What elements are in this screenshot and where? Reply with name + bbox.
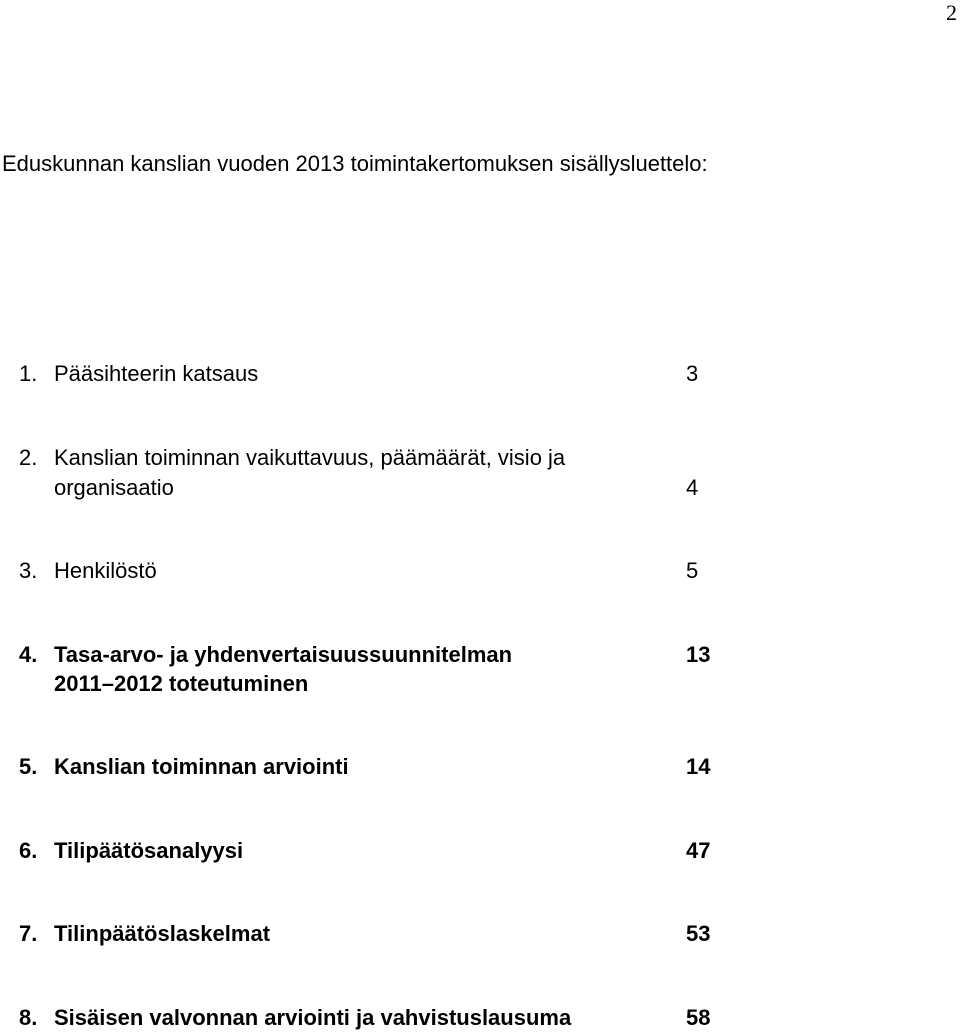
toc-entry-title: Pääsihteerin katsaus	[54, 361, 259, 386]
toc-entry-number: 7.	[19, 921, 38, 946]
toc-entry-page: 3	[686, 361, 699, 386]
toc-entry-number: 3.	[19, 558, 38, 583]
toc-entry-page: 47	[686, 838, 711, 863]
toc-entry-title: Tasa-arvo- ja yhdenvertaisuussuunnitelman	[54, 642, 513, 667]
toc-entry-page: 53	[686, 921, 711, 946]
toc-entry-number: 4.	[19, 642, 38, 667]
toc-entry-title: Kanslian toiminnan vaikuttavuus, päämäärät, visio ja	[54, 445, 566, 470]
toc-entry-page: 5	[686, 558, 699, 583]
toc-entry-title: Tilipäätösanalyysi	[54, 838, 244, 863]
page-number: 2	[946, 0, 957, 25]
toc-entry-number: 5.	[19, 754, 38, 779]
toc-entry-number: 2.	[19, 445, 38, 470]
toc-entry-page: 13	[686, 642, 711, 667]
toc-entry-number: 1.	[19, 361, 38, 386]
toc-entry-page: 14	[686, 754, 711, 779]
toc-entry-page: 4	[686, 475, 699, 500]
toc-entry-title-line2: 2011–2012 toteutuminen	[54, 671, 309, 696]
toc-entry-page: 58	[686, 1005, 711, 1030]
toc-entry-title-line2: organisaatio	[54, 475, 174, 500]
toc-entry-title: Tilinpäätöslaskelmat	[54, 921, 271, 946]
toc-entry-title: Sisäisen valvonnan arviointi ja vahvistuslausuma	[54, 1005, 572, 1030]
toc-entry-title: Henkilöstö	[54, 558, 157, 583]
toc-entry-number: 6.	[19, 838, 38, 863]
toc-entry-title: Kanslian toiminnan arviointi	[54, 754, 349, 779]
document-title: Eduskunnan kanslian vuoden 2013 toimintakertomuksen sisällysluettelo:	[2, 151, 708, 176]
toc-entry-number: 8.	[19, 1005, 38, 1030]
